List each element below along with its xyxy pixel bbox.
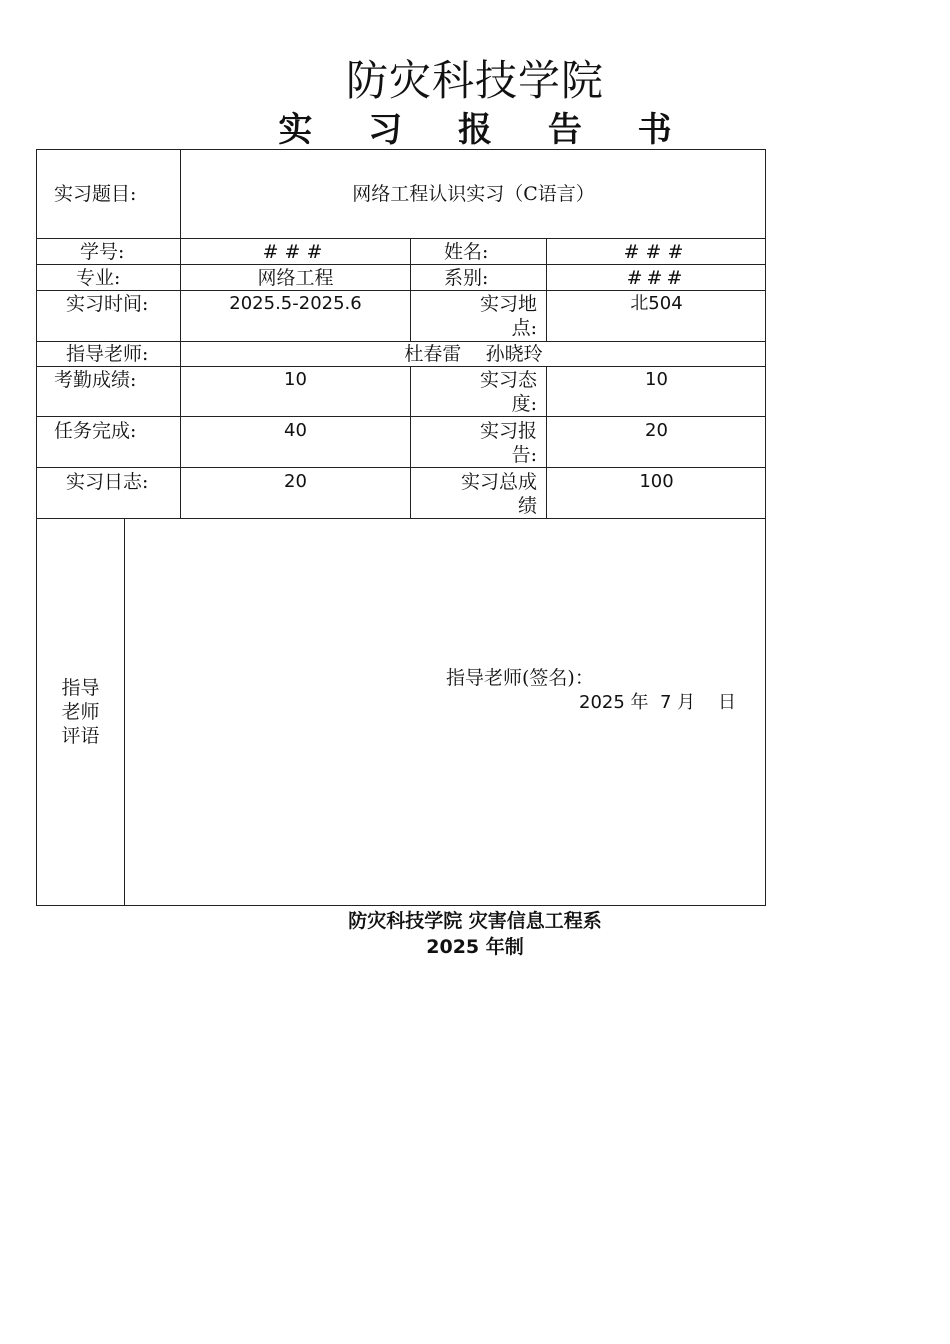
- report-score: 20: [645, 420, 668, 441]
- topic-label: 实习题目:: [54, 183, 137, 205]
- row-divider: [36, 290, 766, 291]
- attitude-label-cont: 度:: [511, 393, 537, 415]
- internship-place-label: 实习地: [479, 293, 537, 315]
- row-divider: [36, 416, 766, 417]
- student-id-value: ###: [262, 241, 329, 263]
- internship-place-label-cont: 点:: [511, 317, 537, 339]
- row-divider: [36, 366, 766, 367]
- name-value: ###: [623, 241, 690, 263]
- dept-value: ###: [626, 267, 687, 289]
- signature-label: 指导老师(签名)：: [446, 667, 594, 689]
- row-divider: [36, 238, 766, 239]
- total-label-cont: 绩: [517, 495, 537, 517]
- task-label: 任务完成:: [54, 420, 137, 442]
- signature-date: 2025 年 7 月 日: [579, 692, 737, 713]
- topic-value: 网络工程认识实习（C语言）: [352, 183, 595, 205]
- dept-label: 系别:: [444, 267, 489, 289]
- major-value: 网络工程: [257, 267, 334, 289]
- internship-place-value: 北504: [630, 293, 683, 314]
- advisor-value: 杜春雷 孙晓玲: [404, 343, 543, 365]
- institution-title: 防灾科技学院: [345, 56, 604, 105]
- student-id-label: 学号:: [80, 241, 125, 263]
- total-label: 实习总成: [460, 471, 537, 493]
- row-divider: [36, 467, 766, 468]
- report-label-cont: 告:: [511, 444, 537, 466]
- attendance-label: 考勤成绩:: [54, 369, 137, 391]
- major-label: 专业:: [76, 267, 121, 289]
- report-label: 实习报: [479, 420, 537, 442]
- attendance-score: 10: [284, 369, 307, 390]
- footer-year: 2025 年制: [426, 936, 524, 958]
- comment-label-cont: 老师: [61, 701, 100, 723]
- task-score: 40: [284, 420, 307, 441]
- name-label: 姓名:: [444, 241, 489, 263]
- document-title: 实 习 报 告 书: [278, 110, 694, 150]
- log-label: 实习日志:: [66, 471, 149, 493]
- row-divider: [36, 264, 766, 265]
- advisor-label: 指导老师:: [66, 343, 149, 365]
- footer-department: 防灾科技学院 灾害信息工程系: [348, 910, 602, 932]
- comment-label: 指导: [61, 677, 100, 699]
- total-score: 100: [639, 471, 674, 492]
- internship-time-value: 2025.5-2025.6: [229, 293, 362, 314]
- comment-label-cont: 评语: [61, 725, 100, 747]
- attitude-label: 实习态: [479, 369, 537, 391]
- attitude-score: 10: [645, 369, 668, 390]
- log-score: 20: [284, 471, 307, 492]
- internship-time-label: 实习时间:: [66, 293, 149, 315]
